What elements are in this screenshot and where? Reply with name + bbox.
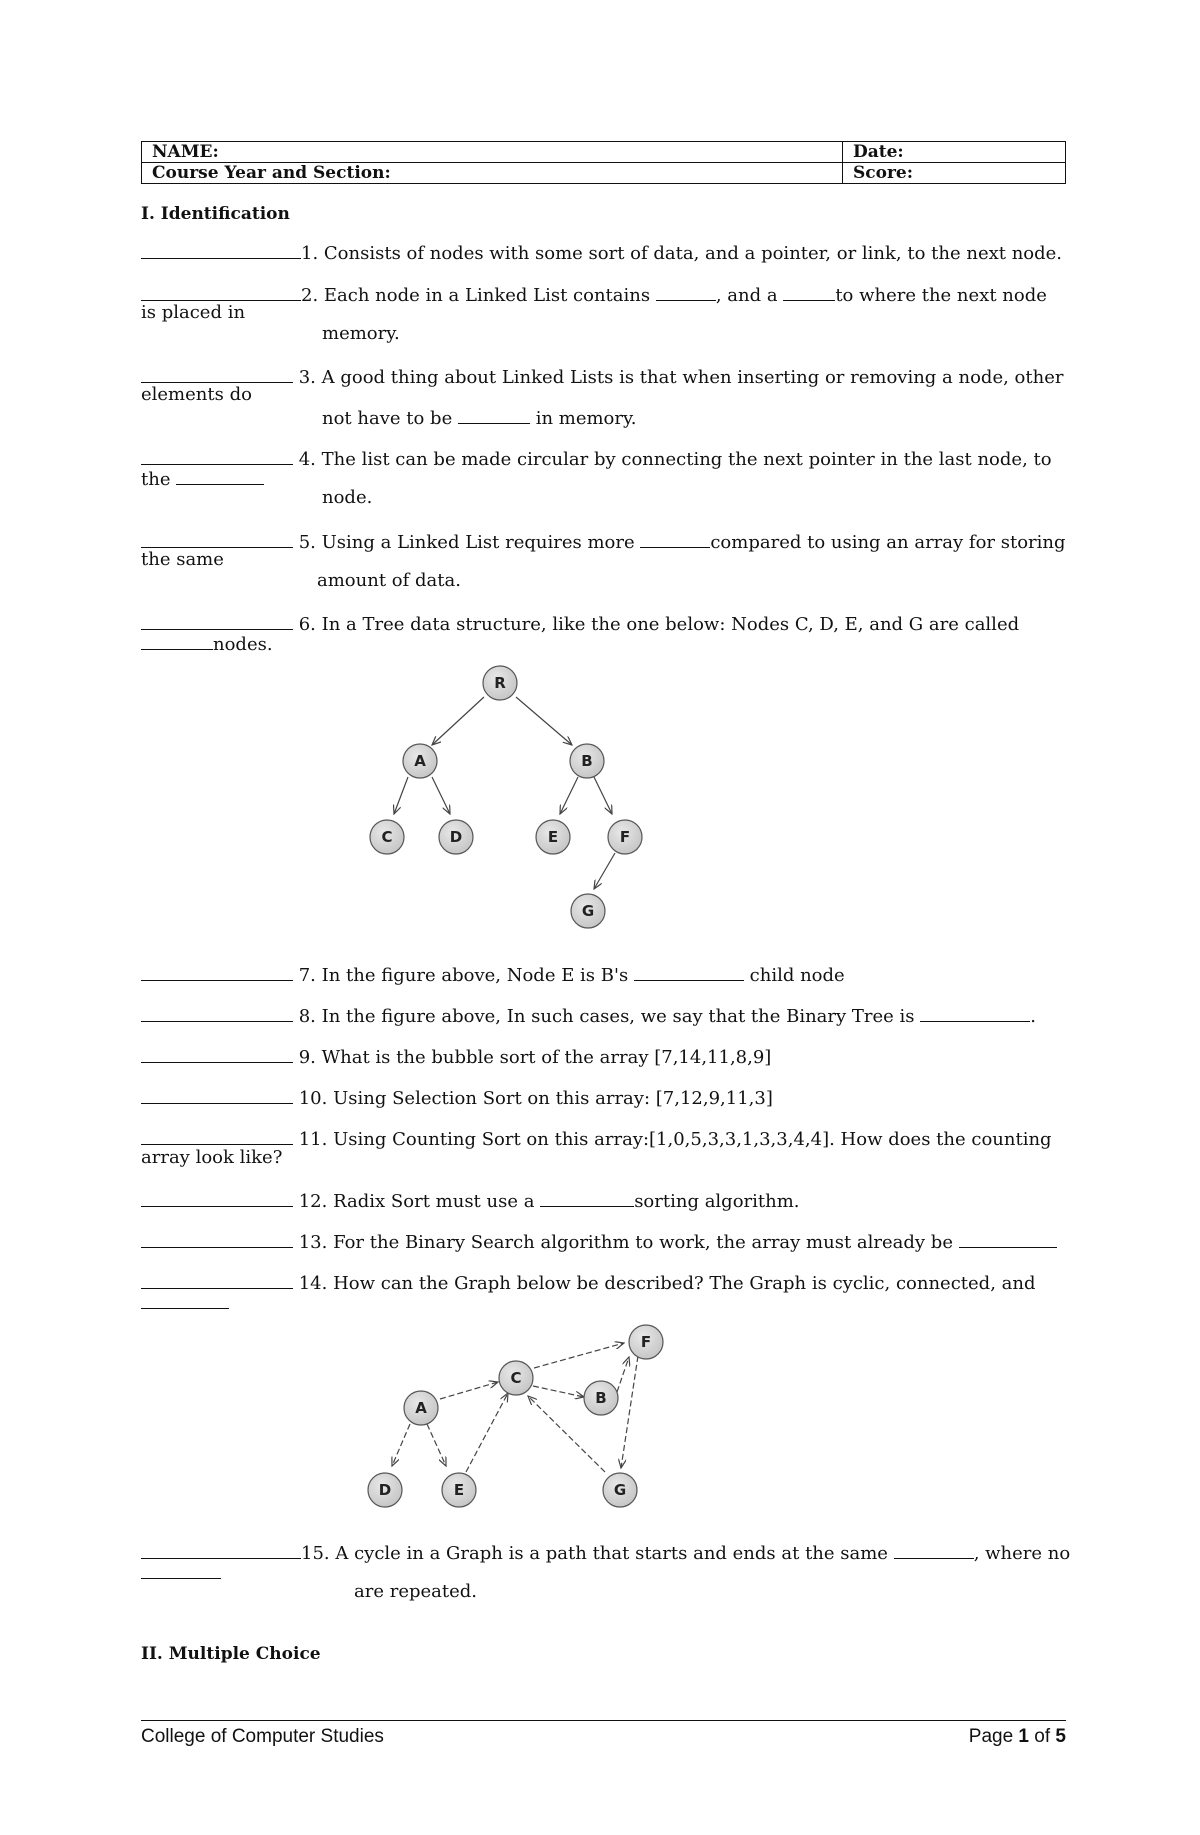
graph-node-label: E <box>453 1481 465 1499</box>
question-12: 12. Radix Sort must use a sorting algorithm. <box>141 1188 800 1213</box>
inline-blank <box>920 1003 1030 1022</box>
question-3-cont: not have to be in memory. <box>322 405 637 430</box>
question-5-cont: amount of data. <box>317 570 461 591</box>
inline-blank <box>540 1188 634 1207</box>
question-3-wrap: elements do <box>141 384 252 405</box>
answer-blank[interactable] <box>141 962 293 981</box>
question-15-wrap <box>141 1560 221 1585</box>
answer-blank[interactable] <box>141 1540 301 1559</box>
graph-node-label: A <box>415 1399 427 1417</box>
graph-node-label: F <box>640 1333 652 1351</box>
tree-node-label: C <box>381 828 393 846</box>
answer-blank[interactable] <box>141 1229 293 1248</box>
answer-blank[interactable] <box>141 1126 293 1145</box>
score-label: Score: <box>843 163 1066 184</box>
inline-blank <box>894 1540 974 1559</box>
question-2-cont: memory. <box>322 323 400 344</box>
question-5: 5. Using a Linked List requires more compared to using an array for storing <box>141 529 1066 554</box>
question-13: 13. For the Binary Search algorithm to work, the array must already be <box>141 1229 1057 1254</box>
question-10: 10. Using Selection Sort on this array: [7,12,9,11,3] <box>141 1085 773 1110</box>
date-label: Date: <box>843 142 1066 163</box>
inline-blank <box>141 1560 221 1579</box>
graph-node-label: D <box>378 1481 392 1499</box>
question-14-wrap <box>141 1290 229 1315</box>
question-6: 6. In a Tree data structure, like the one below: Nodes C, D, E, and G are called <box>141 611 1019 636</box>
tree-node-label: G <box>581 902 595 920</box>
question-11: 11. Using Counting Sort on this array:[1,0,5,3,3,1,3,3,4,4]. How does the counting <box>141 1126 1052 1151</box>
inline-blank <box>959 1229 1057 1248</box>
question-4-wrap: the <box>141 466 264 491</box>
graph-node-label: G <box>613 1481 627 1499</box>
footer-college: College of Computer Studies <box>141 1726 384 1747</box>
question-15-cont: are repeated. <box>354 1581 478 1602</box>
question-2-wrap: is placed in <box>141 302 246 323</box>
tree-node-label: E <box>547 828 559 846</box>
tree-edges <box>394 697 615 889</box>
question-11-wrap: array look like? <box>141 1147 283 1168</box>
answer-blank[interactable] <box>141 1188 293 1207</box>
question-2: 2. Each node in a Linked List contains , and a to where the next node <box>141 282 1047 307</box>
question-14: 14. How can the Graph below be described? The Graph is cyclic, connected, and <box>141 1270 1036 1295</box>
footer-rule <box>141 1720 1066 1721</box>
tree-node-label: B <box>581 752 593 770</box>
question-4: 4. The list can be made circular by connecting the next pointer in the last node, to <box>141 446 1052 471</box>
name-label: NAME: <box>142 142 843 163</box>
question-7: 7. In the figure above, Node E is B's child node <box>141 962 845 987</box>
answer-blank[interactable] <box>141 1270 293 1289</box>
tree-node-label: A <box>414 752 426 770</box>
course-label: Course Year and Section: <box>142 163 843 184</box>
question-1: 1. Consists of nodes with some sort of data, and a pointer, or link, to the next node. <box>141 240 1062 265</box>
question-9: 9. What is the bubble sort of the array [7,14,11,8,9] <box>141 1044 771 1069</box>
section-multiple-choice-title: II. Multiple Choice <box>141 1644 321 1664</box>
graph-node-label: B <box>595 1389 607 1407</box>
tree-node-label: D <box>449 828 463 846</box>
question-5-wrap: the same <box>141 549 224 570</box>
footer-page-number: Page 1 of 5 <box>968 1726 1066 1747</box>
question-6-wrap: nodes. <box>141 631 273 656</box>
inline-blank <box>141 1290 229 1309</box>
question-4-cont: node. <box>322 487 373 508</box>
graph-node-label: C <box>510 1369 522 1387</box>
question-8: 8. In the figure above, In such cases, we say that the Binary Tree is . <box>141 1003 1036 1028</box>
answer-blank[interactable] <box>141 1003 293 1022</box>
answer-blank[interactable] <box>141 1085 293 1104</box>
tree-node-label: R <box>494 674 506 692</box>
question-15: 15. A cycle in a Graph is a path that starts and ends at the same , where no <box>141 1540 1070 1565</box>
answer-blank[interactable] <box>141 1044 293 1063</box>
question-3: 3. A good thing about Linked Lists is that when inserting or removing a node, other <box>141 364 1063 389</box>
section-identification-title: I. Identification <box>141 204 290 224</box>
tree-node-label: F <box>619 828 631 846</box>
inline-blank <box>634 962 744 981</box>
